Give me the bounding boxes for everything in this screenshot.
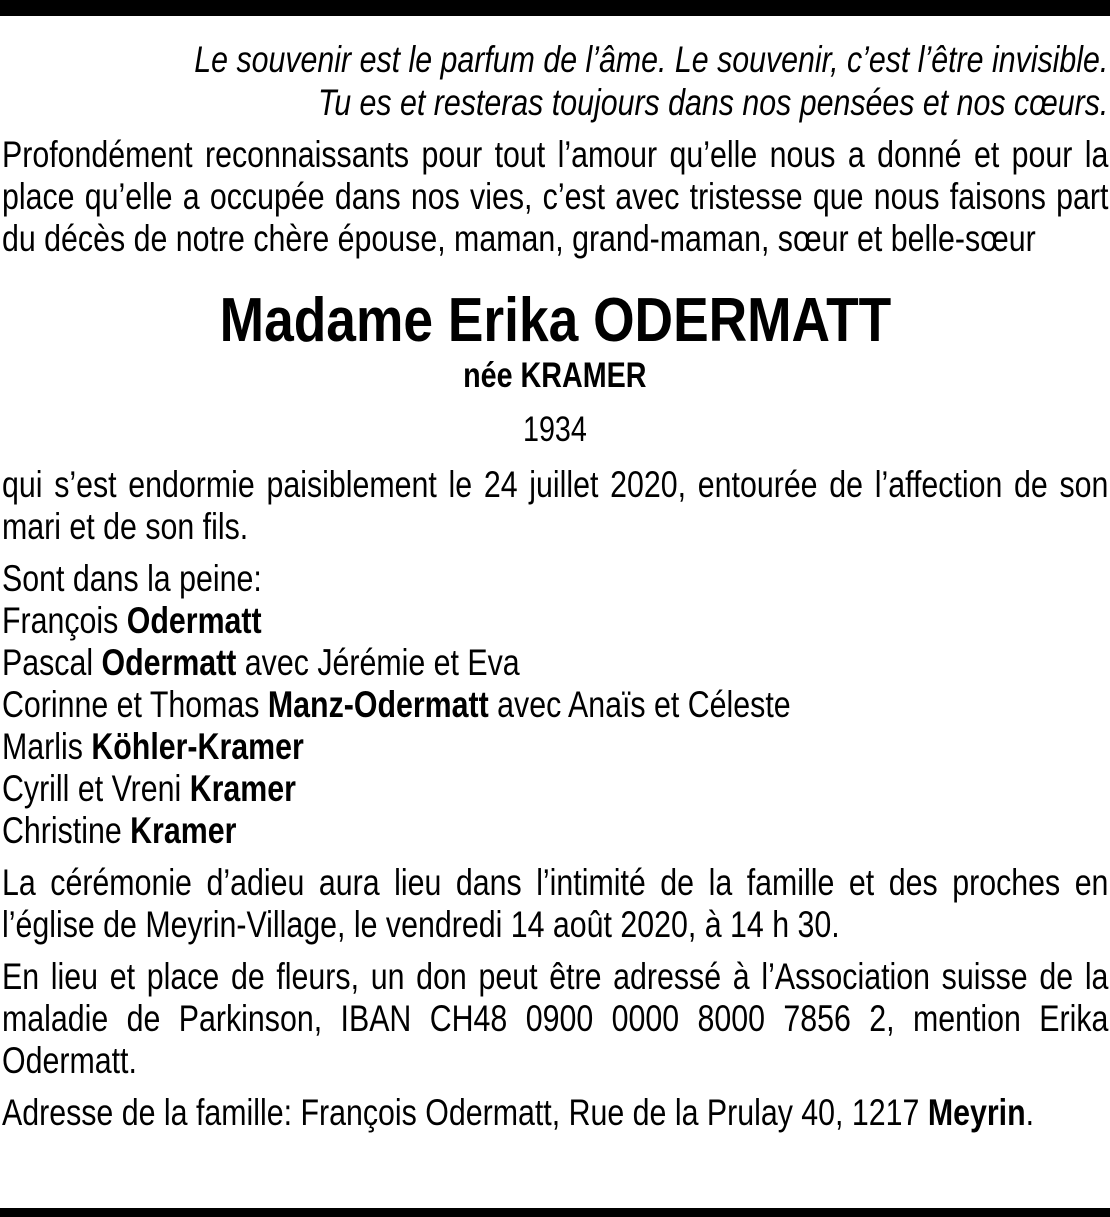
mourner-extra: avec Jérémie et Eva — [236, 642, 520, 683]
maiden-name — [2, 356, 1108, 396]
intro-paragraph: Profondément reconnaissants pour tout l’amour qu’elle nous a donné et pour la place qu’elle a occupée dans nos vies, c’est avec tristesse que nous faisons part du décès de notre chère épouse, maman, grand-maman, sœur et belle-sœur — [2, 134, 1109, 259]
address-text: Adresse de la famille: François Odermatt, Rue de la Prulay 40, 1217 — [2, 1092, 928, 1133]
mourner-first: Marlis — [2, 726, 92, 767]
mourner-row — [2, 684, 1108, 726]
mourner-row — [2, 768, 1108, 810]
birth-year — [2, 410, 1108, 450]
birth-year-text: 1934 — [523, 410, 587, 449]
mourner-last: Odermatt — [126, 600, 262, 641]
mourner-last: Kramer — [189, 768, 296, 809]
epigraph-quote — [2, 38, 1108, 124]
obituary-notice — [2, 38, 1108, 1134]
mourners-heading: Sont dans la peine: — [2, 558, 262, 599]
passing-paragraph: qui s’est endormie paisiblement le 24 juillet 2020, entourée de l’affection de son mari et de son fils. — [2, 464, 1109, 547]
deceased-name — [2, 286, 1108, 356]
family-address — [2, 1092, 1108, 1134]
mourner-first: Christine — [2, 810, 131, 851]
mourner-last: Kramer — [130, 810, 237, 851]
maiden-name-text: née KRAMER — [463, 356, 647, 395]
mourners-list — [2, 558, 1108, 852]
top-rule — [0, 0, 1110, 16]
mourner-last: Köhler-Kramer — [91, 726, 304, 767]
bottom-rule — [0, 1208, 1110, 1217]
mourner-row — [2, 600, 1108, 642]
address-suffix: . — [1025, 1092, 1035, 1133]
mourner-first: François — [2, 600, 127, 641]
mourner-first: Pascal — [2, 642, 102, 683]
mourner-last: Odermatt — [101, 642, 237, 683]
mourner-first: Corinne et Thomas — [2, 684, 268, 725]
deceased-name-text: Madame Erika ODERMATT — [219, 286, 891, 355]
mourner-last: Manz-Odermatt — [267, 684, 489, 725]
mourner-row — [2, 726, 1108, 768]
ceremony-paragraph: La cérémonie d’adieu aura lieu dans l’intimité de la famille et des proches en l’église de Meyrin-Village, le vendredi 14 août 2020, à 14 h 30. — [2, 862, 1109, 945]
quote-line-2: Tu es et resteras toujours dans nos pensées et nos cœurs. — [317, 82, 1109, 123]
address-city: Meyrin — [927, 1092, 1026, 1133]
mourner-first: Cyrill et Vreni — [2, 768, 190, 809]
mourner-row — [2, 810, 1108, 852]
quote-line-1: Le souvenir est le parfum de l’âme. Le souvenir, c’est l’être invisible. — [193, 39, 1109, 80]
mourner-row — [2, 642, 1108, 684]
mourner-extra: avec Anaïs et Céleste — [488, 684, 791, 725]
donation-paragraph: En lieu et place de fleurs, un don peut être adressé à l’Association suisse de la maladie de Parkinson, IBAN CH48 0900 0000 8000 7856 2, mention Erika Odermatt. — [2, 956, 1109, 1081]
